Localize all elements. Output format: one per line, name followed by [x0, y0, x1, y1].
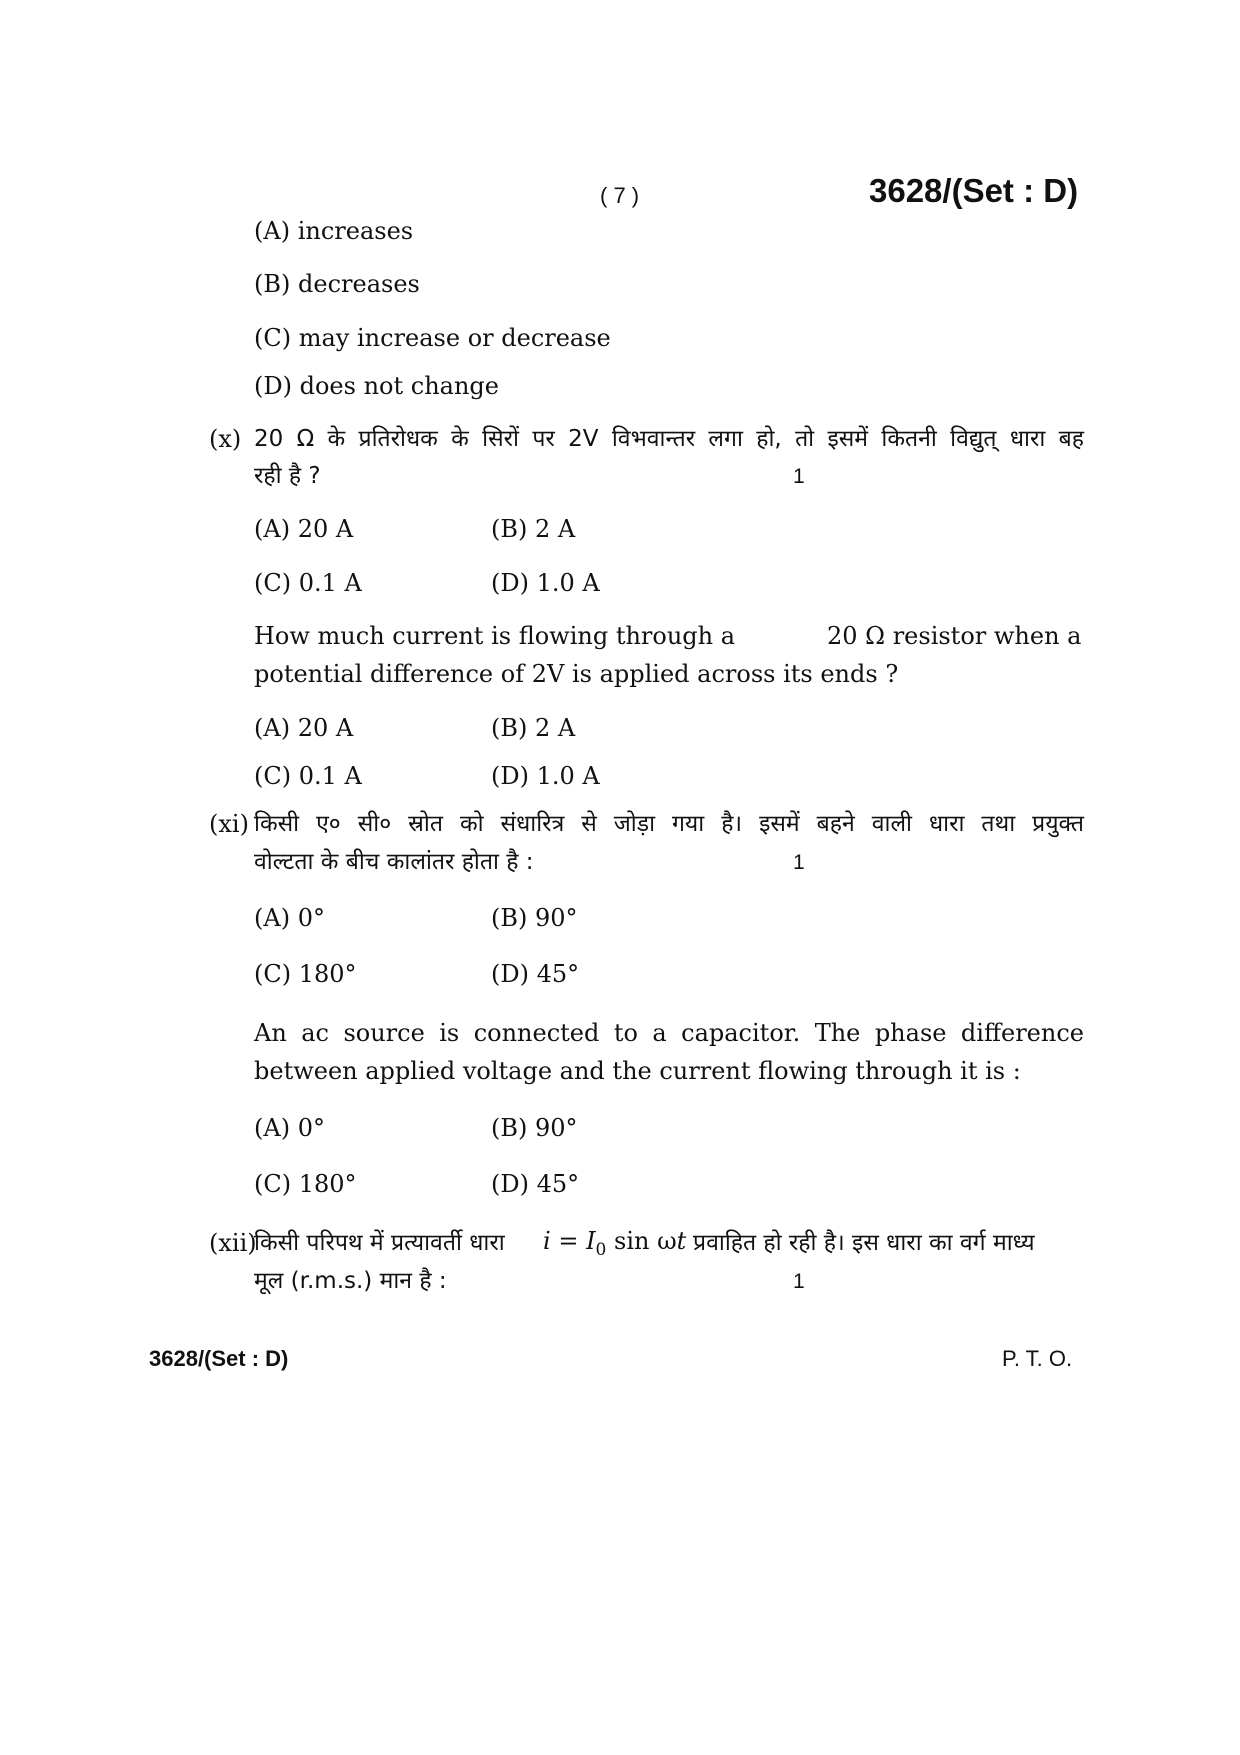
option-label: (D)	[254, 372, 292, 400]
pto-label: P. T. O.	[1002, 1346, 1073, 1371]
option-label: (C)	[254, 762, 292, 790]
q11-en-option-a	[254, 1109, 325, 1147]
q11-en-option-c	[254, 1165, 357, 1203]
option-label: (D)	[491, 569, 529, 597]
q11-marks: 1	[793, 851, 805, 874]
option-label: (B)	[491, 1114, 528, 1142]
q10-english-line2: potential difference of 2V is applied across its ends ?	[254, 660, 899, 688]
option-label: (A)	[254, 1114, 291, 1142]
option-label: (C)	[254, 324, 292, 352]
q11-en-option-d	[491, 1165, 579, 1203]
option-text: 2 A	[535, 714, 576, 742]
option-text: decreases	[298, 270, 420, 298]
option-text: 0.1 A	[298, 569, 362, 597]
option-text: 0.1 A	[298, 762, 362, 790]
q12-hindi-pre: किसी परिपथ में प्रत्यावर्ती धारा	[254, 1230, 505, 1256]
q10-english-line1a: How much current is flowing through a	[254, 622, 736, 650]
q11-hi-option-b	[491, 899, 578, 937]
q11-hi-option-d	[491, 955, 579, 993]
option-text: 90°	[535, 904, 578, 932]
option-text: 2 A	[535, 515, 576, 543]
q11-hi-option-a	[254, 899, 325, 937]
option-label: (C)	[254, 569, 292, 597]
q10-number: (x)	[209, 425, 242, 453]
option-text: 45°	[536, 1170, 580, 1198]
option-label: (C)	[254, 960, 292, 988]
option-text: 20 A	[297, 515, 354, 543]
q9-option-c	[254, 319, 611, 357]
q10-hindi-line1: 20 Ω के प्रतिरोधक के सिरों पर 2V विभवान्तर लगा हो, तो इसमें कितनी विद्युत् धारा बह	[254, 426, 1084, 452]
option-text: does not change	[299, 372, 499, 400]
q11-hindi-line1: किसी ए० सी० स्रोत को संधारित्र से जोड़ा गया है। इसमें बहने वाली धारा तथा प्रयुक्त	[254, 811, 1084, 837]
formula-sub: 0	[595, 1239, 607, 1260]
q11-hi-option-c	[254, 955, 357, 993]
set-code-footer: 3628/(Set : D)	[149, 1346, 289, 1371]
option-text: 0°	[297, 904, 325, 932]
q11-english-line2: between applied voltage and the current flowing through it is :	[254, 1057, 1021, 1085]
option-text: 90°	[535, 1114, 578, 1142]
option-text: increases	[297, 217, 414, 245]
q10-hindi-line2: रही है ?	[254, 463, 321, 489]
option-label: (D)	[491, 960, 529, 988]
formula-I: I	[586, 1227, 596, 1255]
option-text: 180°	[298, 1170, 357, 1198]
q12-number: (xii)	[209, 1229, 257, 1257]
formula-sin: sin ω	[606, 1227, 677, 1255]
option-label: (A)	[254, 217, 291, 245]
q12-marks: 1	[793, 1270, 805, 1293]
option-label: (A)	[254, 904, 291, 932]
option-text: 20 A	[297, 714, 354, 742]
option-label: (A)	[254, 714, 291, 742]
q10-en-option-b	[491, 709, 575, 747]
q9-option-b	[254, 265, 420, 303]
q11-en-option-b	[491, 1109, 578, 1147]
q11-hindi-line2: वोल्टता के बीच कालांतर होता है :	[254, 849, 534, 875]
q9-option-a	[254, 212, 413, 250]
q10-hi-option-c	[254, 564, 362, 602]
q10-en-option-d	[491, 757, 600, 795]
q11-number: (xi)	[209, 810, 249, 838]
q10-marks: 1	[793, 465, 805, 488]
q10-en-option-a	[254, 709, 353, 747]
set-code-header: 3628/(Set : D)	[869, 172, 1079, 209]
option-label: (A)	[254, 515, 291, 543]
option-text: 1.0 A	[536, 569, 600, 597]
option-text: 0°	[297, 1114, 325, 1142]
option-label: (B)	[491, 904, 528, 932]
q12-hindi-post: प्रवाहित हो रही है। इस धारा का वर्ग माध्य	[693, 1230, 1035, 1256]
formula-eq: =	[550, 1227, 587, 1255]
q12-formula	[543, 1222, 686, 1269]
option-label: (C)	[254, 1170, 292, 1198]
formula-t: t	[676, 1227, 687, 1255]
q10-hi-option-d	[491, 564, 600, 602]
page-number: ( 7 )	[600, 183, 640, 208]
q10-hi-option-a	[254, 510, 353, 548]
option-text: 45°	[536, 960, 580, 988]
option-text: may increase or decrease	[298, 324, 611, 352]
option-label: (B)	[491, 714, 528, 742]
option-text: 1.0 A	[536, 762, 600, 790]
q10-english-line1b: 20 Ω resistor when a	[827, 622, 1082, 650]
q11-english-line1: An ac source is connected to a capacitor. The phase difference	[254, 1019, 1084, 1047]
q10-hi-option-b	[491, 510, 575, 548]
option-text: 180°	[298, 960, 357, 988]
option-label: (B)	[491, 515, 528, 543]
option-label: (B)	[254, 270, 291, 298]
formula-i: i	[543, 1227, 551, 1255]
q9-option-d	[254, 367, 499, 405]
option-label: (D)	[491, 1170, 529, 1198]
q10-en-option-c	[254, 757, 362, 795]
option-label: (D)	[491, 762, 529, 790]
q12-hindi-line2: मूल (r.m.s.) मान है :	[254, 1268, 447, 1294]
